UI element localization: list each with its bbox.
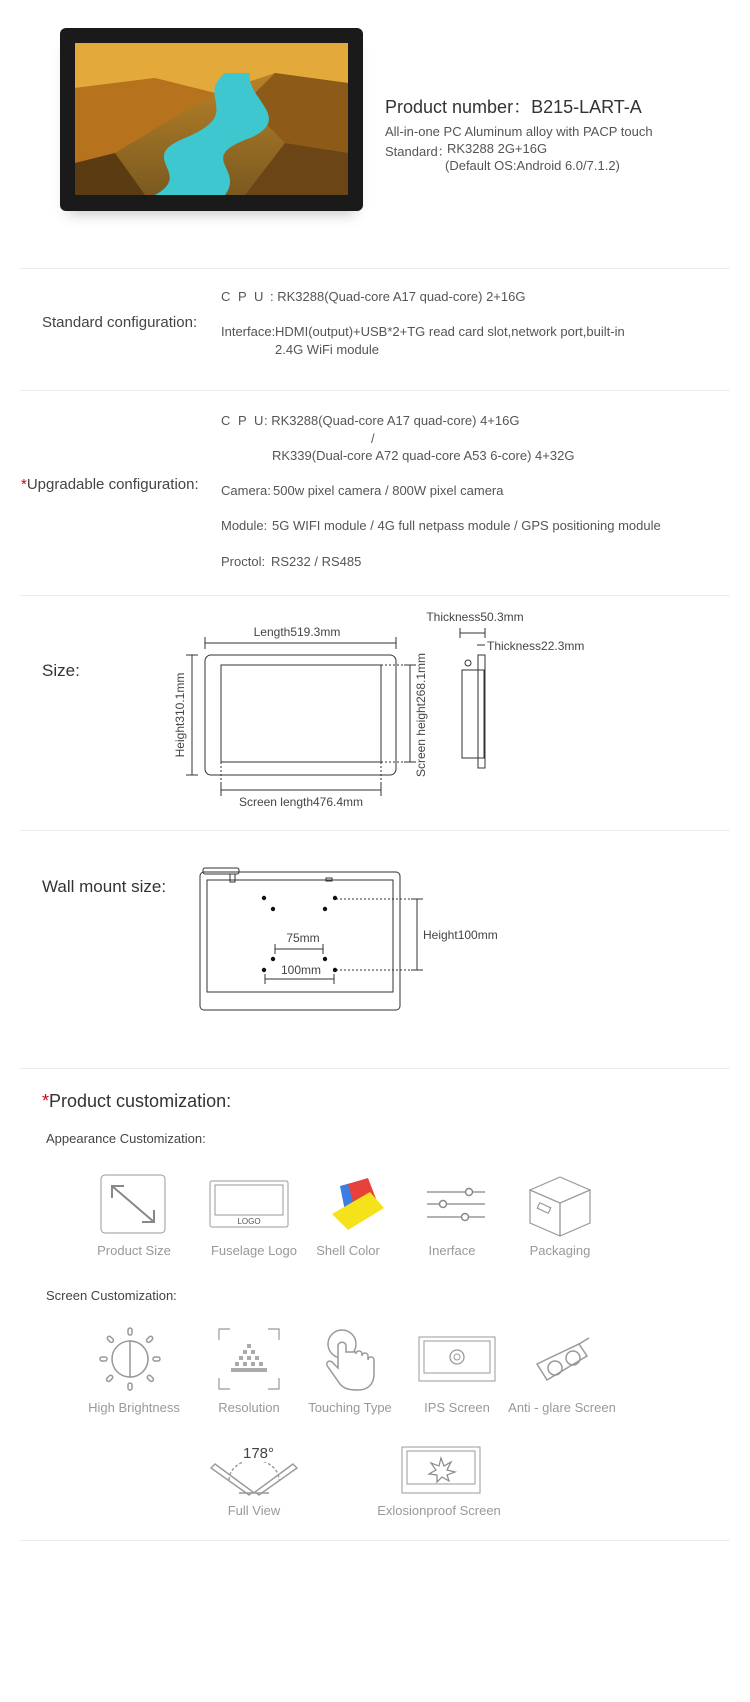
screen-label-touch: Touching Type bbox=[308, 1400, 392, 1415]
explosionproof-icon bbox=[401, 1446, 481, 1494]
std-interface-value-2: 2.4G WiFi module bbox=[275, 342, 380, 357]
front-outline bbox=[205, 655, 396, 775]
up-proctol-label: Proctol: bbox=[221, 554, 266, 569]
height-label: Height310.1mm bbox=[173, 672, 187, 758]
std-interface-label: Interface: bbox=[221, 324, 276, 339]
appearance-label-interface: Inerface bbox=[428, 1243, 476, 1258]
brightness-icon bbox=[98, 1326, 162, 1392]
screen-label-fullview: Full View bbox=[227, 1503, 281, 1518]
logo-text: LOGO bbox=[237, 1217, 261, 1226]
upgradable-title-text: Upgradable configuration: bbox=[26, 476, 199, 493]
glasses-icon bbox=[533, 1334, 591, 1390]
length-label: Length519.3mm bbox=[253, 625, 341, 639]
standard-value: RK3288 2G+16G bbox=[447, 141, 548, 156]
screen-label-ips: IPS Screen bbox=[424, 1400, 490, 1415]
angle-label: 178° bbox=[243, 1445, 275, 1462]
screen-outline bbox=[221, 665, 381, 762]
thickness2-label: Thickness22.3mm bbox=[487, 639, 585, 653]
standard-label: Standard： bbox=[385, 144, 451, 159]
up-cpu-sep: / bbox=[371, 431, 375, 446]
thickness-label: Thickness50.3mm bbox=[426, 610, 524, 624]
required-star: * bbox=[42, 1091, 50, 1111]
up-proctol-value: RS232 / RS485 bbox=[271, 554, 362, 569]
interface-icon bbox=[425, 1184, 487, 1226]
divider bbox=[20, 268, 730, 269]
size-diagram bbox=[170, 605, 620, 815]
up-module-value: 5G WIFI module / 4G full netpass module / GPS positioning module bbox=[272, 518, 661, 533]
size-100-label: 100mm bbox=[280, 963, 322, 977]
touch-icon bbox=[322, 1326, 378, 1392]
up-cpu-label: C P U bbox=[221, 413, 266, 428]
up-camera-label: Camera: bbox=[221, 483, 271, 498]
standard-config-title: Standard configuration: bbox=[42, 314, 198, 331]
appearance-label-color: Shell Color bbox=[316, 1243, 380, 1258]
height-100-label: Height100mm bbox=[423, 928, 498, 942]
upgradable-config-title bbox=[21, 476, 199, 493]
wall-mount-diagram bbox=[195, 862, 525, 1017]
divider bbox=[20, 1540, 730, 1541]
up-cpu-value-1: : RK3288(Quad-core A17 quad-core) 4+16G bbox=[264, 413, 520, 428]
std-cpu-label: C P U bbox=[221, 289, 266, 304]
screen-label-explosionproof: Exlosionproof Screen bbox=[377, 1503, 501, 1518]
product-size-icon bbox=[100, 1174, 166, 1234]
resolution-icon bbox=[218, 1328, 280, 1390]
screen-length-label: Screen length476.4mm bbox=[238, 795, 364, 809]
appearance-label-size: Product Size bbox=[97, 1243, 171, 1258]
divider bbox=[20, 595, 730, 596]
screen-title: Screen Customization: bbox=[46, 1288, 177, 1303]
product-number-label: Product number： bbox=[385, 97, 532, 117]
product-number-value: B215-LART-A bbox=[531, 97, 642, 117]
packaging-icon bbox=[527, 1174, 593, 1238]
screen-label-resolution: Resolution bbox=[218, 1400, 280, 1415]
appearance-label-packaging: Packaging bbox=[529, 1243, 591, 1258]
std-cpu-value: : RK3288(Quad-core A17 quad-core) 2+16G bbox=[270, 289, 526, 304]
screen-label-antiglare: Anti - glare Screen bbox=[508, 1400, 616, 1415]
divider bbox=[20, 1068, 730, 1069]
product-number bbox=[385, 93, 642, 119]
shell-color-icon bbox=[330, 1178, 386, 1234]
up-module-label: Module: bbox=[221, 518, 268, 533]
product-desc: All-in-one PC Aluminum alloy with PACP touch bbox=[385, 124, 653, 139]
up-camera-value: 500w pixel camera / 800W pixel camera bbox=[273, 483, 504, 498]
std-interface-value-1: HDMI(output)+USB*2+TG read card slot,network port,built-in bbox=[275, 324, 625, 339]
side-outline bbox=[462, 670, 484, 758]
appearance-title: Appearance Customization: bbox=[46, 1131, 206, 1146]
logo-icon bbox=[209, 1180, 289, 1228]
full-view-icon bbox=[209, 1462, 299, 1496]
required-star: * bbox=[21, 476, 27, 493]
default-os: (Default OS:Android 6.0/7.1.2) bbox=[445, 158, 620, 173]
customization-title bbox=[42, 1091, 231, 1112]
screen-label-brightness: High Brightness bbox=[88, 1400, 180, 1415]
appearance-label-logo: Fuselage Logo bbox=[210, 1243, 297, 1258]
size-75-label: 75mm bbox=[286, 931, 320, 945]
screen-height-label: Screen height268.1mm bbox=[414, 652, 428, 778]
divider bbox=[20, 830, 730, 831]
wall-mount-title: Wall mount size: bbox=[42, 877, 167, 896]
up-cpu-value-2: RK339(Dual-core A72 quad-core A53 6-core) 4+32G bbox=[272, 448, 575, 463]
landscape-photo bbox=[75, 43, 348, 195]
divider bbox=[20, 390, 730, 391]
ips-screen-icon bbox=[418, 1336, 496, 1382]
size-title: Size: bbox=[42, 661, 80, 680]
product-image bbox=[60, 28, 363, 211]
customization-title-text: Product customization: bbox=[49, 1091, 232, 1111]
